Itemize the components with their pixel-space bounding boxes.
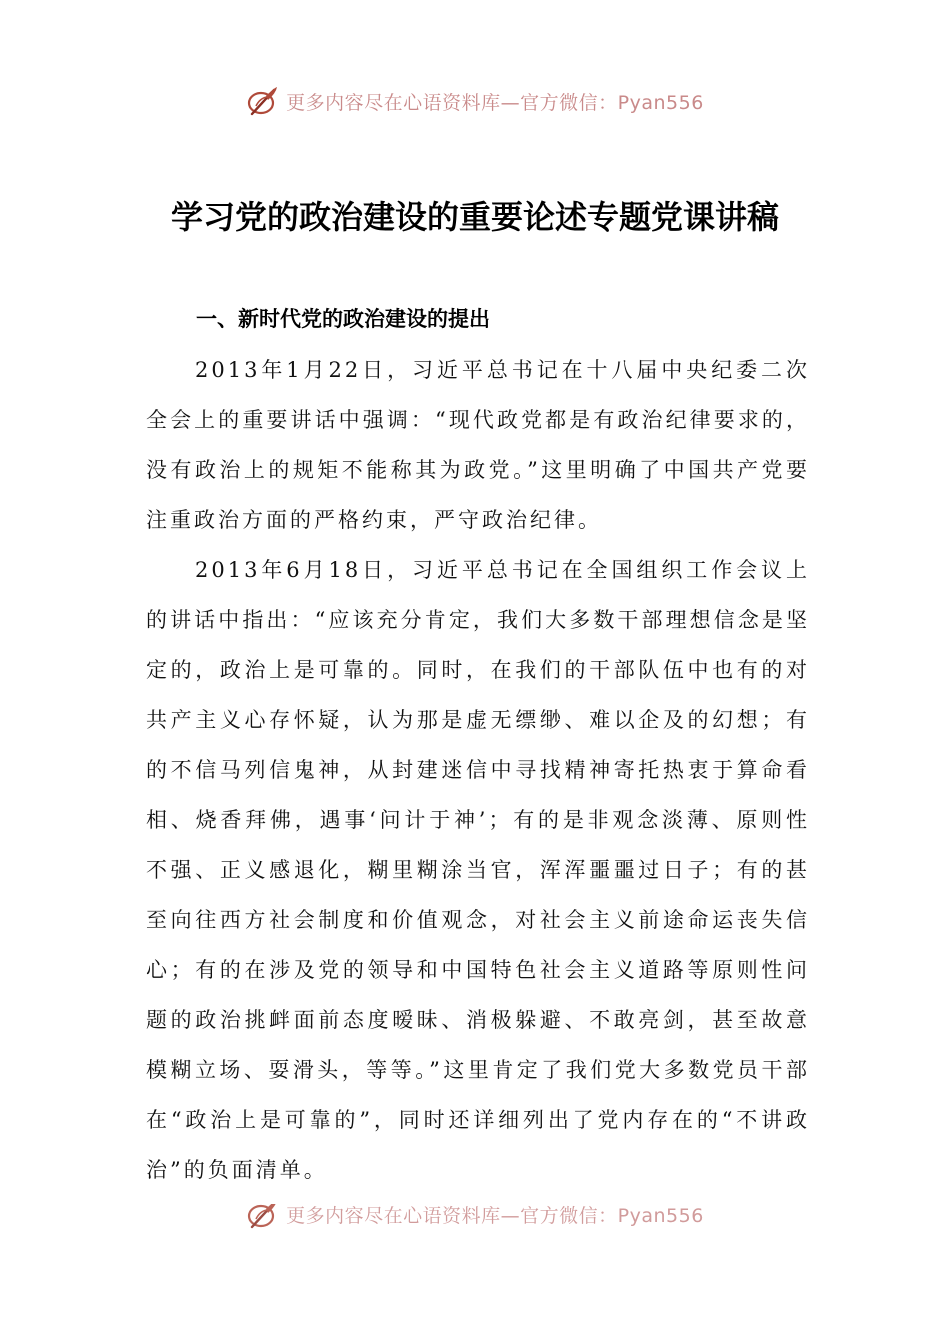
body-paragraph-2: 2013年6月18日，习近平总书记在全国组织工作会议上的讲话中指出：“应该充分肯定，我们大多数干部理想信念是坚定的，政治上是可靠的。同时，在我们的干部队伍中也有的对共产主义心存怀疑，认为那是虚无缥缈、难以企及的幻想；有的不信马列信鬼神，从封建迷信中寻找精神寄托热衷于算命看相、烧香拜佛，遇事‘问计于神’；有的是非观念淡薄、原则性不强、正义感退化，糊里糊涂当官，浑浑噩噩过日子；有的甚至向往西方社会制度和价值观念，对社会主义前途命运丧失信心；有的在涉及党的领导和中国特色社会主义道路等原则性问题的政治挑衅面前态度暧昧、消极躲避、不敢亮剑，甚至故意模糊立场、耍滑头，等等。”这里肯定了我们党大多数党员干部在“政治上是可靠的”，同时还详细列出了党内存在的“不讲政治”的负面清单。 [146, 558, 810, 1182]
watermark-text: 更多内容尽在心语资料库—官方微信：Pyan556 [286, 91, 704, 114]
body-paragraph-1: 2013年1月22日，习近平总书记在十八届中央纪委二次全会上的重要讲话中强调：“现代政党都是有政治纪律要求的，没有政治上的规矩不能称其为政党。”这里明确了中国共产党要注重政治方面的严格约束，严守政治纪律。 [146, 358, 810, 532]
quill-pen-logo-icon [246, 1204, 280, 1231]
section-heading: 一、新时代党的政治建设的提出 [196, 307, 490, 331]
document-title: 学习党的政治建设的重要论述专题党课讲稿 [170, 198, 779, 236]
quill-pen-logo-icon [246, 84, 280, 118]
header-watermark [0, 84, 950, 118]
watermark-text: 更多内容尽在心语资料库—官方微信：Pyan556 [286, 1204, 704, 1227]
footer-watermark [0, 1204, 950, 1236]
